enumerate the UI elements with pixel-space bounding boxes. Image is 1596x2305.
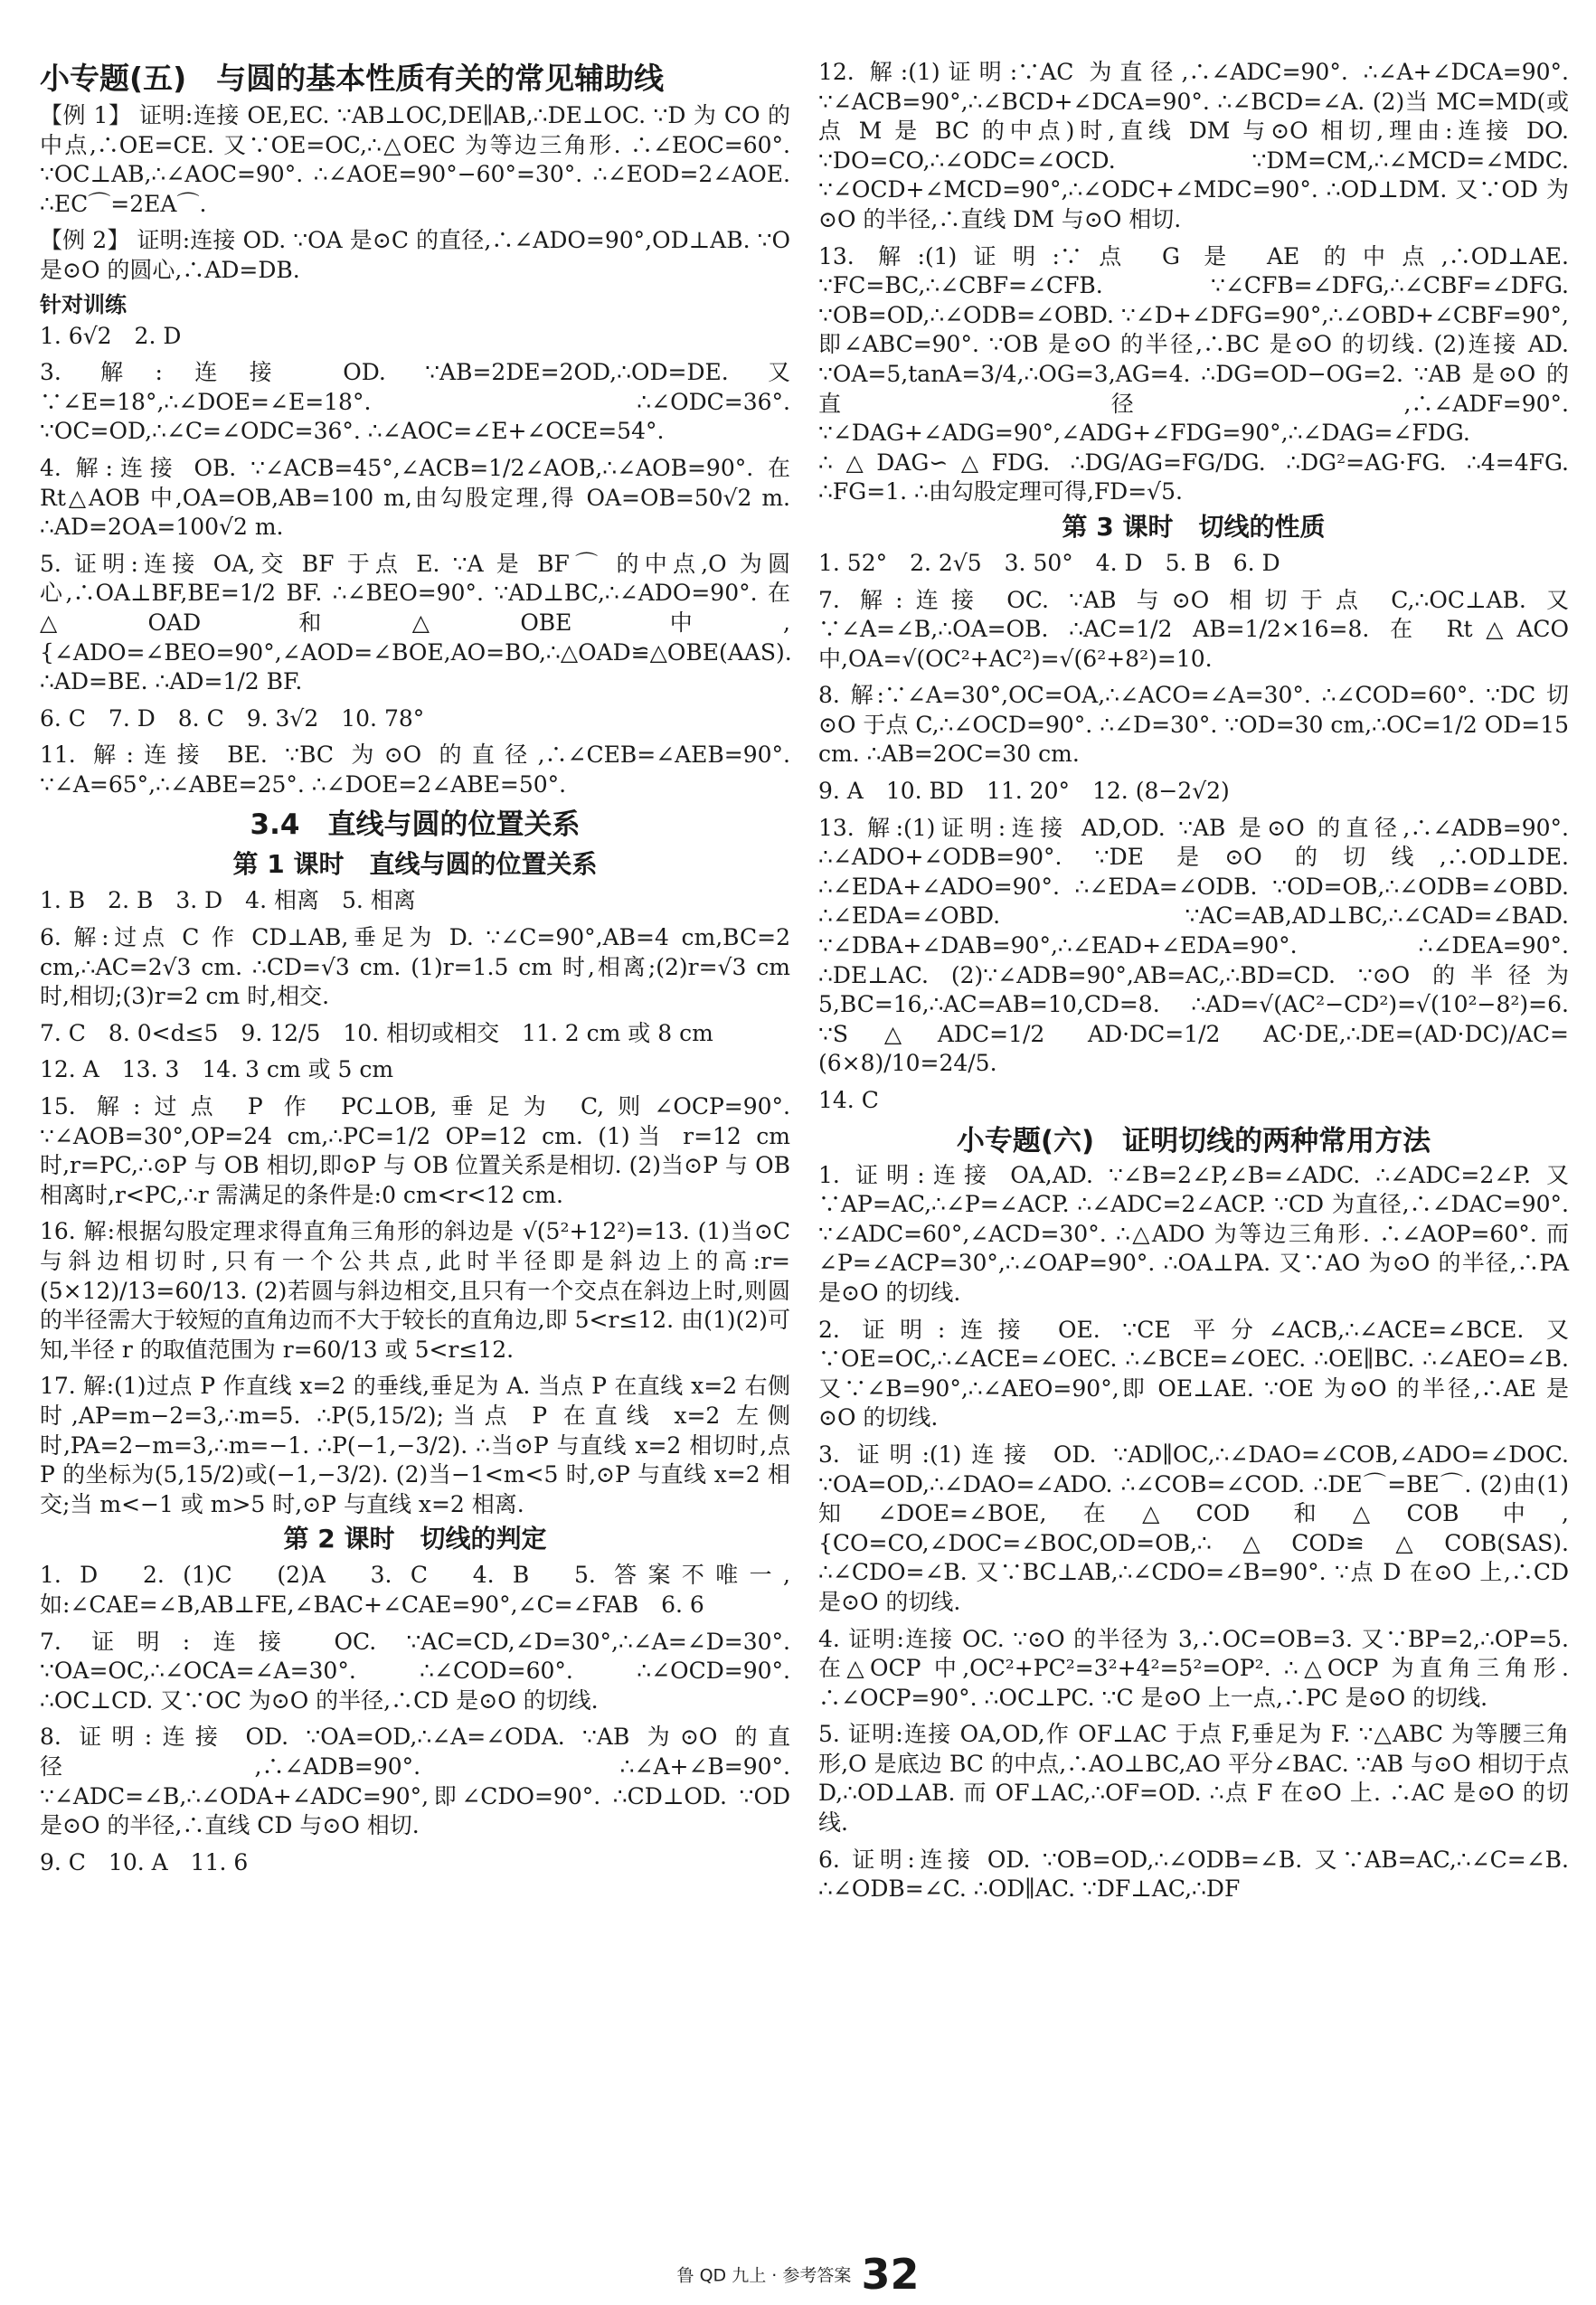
answer-paragraph: 1. 证明:连接 OA,AD. ∵∠B=2∠P,∠B=∠ADC. ∴∠ADC=2∠P. 又∵AP=AC,∴∠P=∠ACP. ∴∠ADC=2∠ACP. ∵CD 为直径,∴∠DAC=90°. ∵∠ADC=60°,∠ACD=30°. ∴△ADO 为等边三角形. ∴∠AOP=60°. 而∠P=∠ACP=30°,∴∠OAP=90°. ∴OA⊥PA. 又∵AO 为⊙O 的半径,∴PA 是⊙O 的切线. [818, 1161, 1569, 1306]
answer-paragraph: 11. 解:连接 BE. ∵BC 为⊙O 的直径,∴∠CEB=∠AEB=90°. ∵∠A=65°,∴∠ABE=25°. ∴∠DOE=2∠ABE=50°. [40, 742, 790, 798]
answer-paragraph: 6. C 7. D 8. C 9. 3√2 10. 78° [40, 704, 425, 732]
answer-paragraph: 2. 证明:连接 OE. ∵CE 平分∠ACB,∴∠ACE=∠BCE. 又∵OE=OC,∴∠ACE=∠OEC. ∴∠BCE=∠OEC. ∴OE∥BC. ∴∠AEO=∠B. 又∵∠B=90°,∴∠AEO=90°,即 OE⊥AE. ∵OE 为⊙O 的半径,∴AE 是⊙O 的切线. [818, 1316, 1569, 1431]
answer-paragraph: 4. 解:连接 OB. ∵∠ACB=45°,∠ACB=1/2∠AOB,∴∠AOB=90°. 在 Rt△AOB 中,OA=OB,AB=100 m,由勾股定理,得 OA=OB=50√2 m. ∴AD=2OA=100√2 m. [40, 454, 790, 541]
answer-paragraph: 1. B 2. B 3. D 4. 相离 5. 相离 [40, 887, 416, 914]
answer-paragraph: 13. 解:(1)证明:∵点 G 是 AE 的中点,∴OD⊥AE. ∵FC=BC,∴∠CBF=∠CFB. ∵∠CFB=∠DFG,∴∠CBF=∠DFG. ∵OB=OD,∴∠ODB=∠OBD. ∵∠D+∠DFG=90°,∴∠OBD+∠CBF=90°,即∠ABC=90°. ∵OB 是⊙O 的半径,∴BC 是⊙O 的切线. (2)连接 AD. ∵OA=5,tanA=3/4,∴OG=3,AG=4. ∴DG=OD−OG=2. ∵AB 是⊙O 的直径,∴∠ADF=90°. ∵∠DAG+∠ADG=90°,∠ADG+∠FDG=90°,∴∠DAG=∠FDG. ∴△DAG∽△FDG. ∴DG/AG=FG/DG. ∴DG²=AG·FG. ∴4=4FG. ∴FG=1. ∴由勾股定理可得,FD=√5. [818, 242, 1569, 505]
lesson-heading: 第 3 课时 切线的性质 [1062, 511, 1326, 542]
answer-paragraph: 【例 1】 证明:连接 OE,EC. ∵AB⊥OC,DE∥AB,∴DE⊥OC. ∵D 为 CO 的中点,∴OE=CE. 又∵OE=OC,∴△OEC 为等边三角形. ∴∠EOC=60°. ∵OC⊥AB,∴∠AOC=90°. ∴∠AOE=90°−60°=30°. ∴∠EOD=2∠AOE. ∴EC⌒=2EA⌒. [40, 102, 790, 217]
answer-paragraph: 1. 52° 2. 2√5 3. 50° 4. D 5. B 6. D [818, 549, 1280, 576]
answer-paragraph: 4. 证明:连接 OC. ∵⊙O 的半径为 3,∴OC=OB=3. 又∵BP=2,∴OP=5. 在△OCP 中,OC²+PC²=3²+4²=5²=OP². ∴△OCP 为直角三角形. ∴∠OCP=90°. ∴OC⊥PC. ∵C 是⊙O 上一点,∴PC 是⊙O 的切线. [818, 1625, 1569, 1711]
answer-paragraph: 1. 6√2 2. D [40, 322, 182, 349]
answer-paragraph: 16. 解:根据勾股定理求得直角三角形的斜边是 √(5²+12²)=13. (1)当⊙C 与斜边相切时,只有一个公共点,此时半径即是斜边上的高:r=(5×12)/13=60/13. (2)若圆与斜边相交,且只有一个交点在斜边上时,则圆的半径需大于较短的直角边而不大于较长的直角边,即 5<r≤12. 由(1)(2)可知,半径 r 的取值范围为 r=60/13 或 5<r≤12. [40, 1218, 790, 1363]
answer-paragraph: 8. 解:∵∠A=30°,OC=OA,∴∠ACO=∠A=30°. ∴∠COD=60°. ∵DC 切⊙O 于点 C,∴∠OCD=90°. ∴∠D=30°. ∵OD=30 cm,∴OC=1/2 OD=15 cm. ∴AB=2OC=30 cm. [818, 682, 1570, 768]
page-footer [0, 2250, 1596, 2299]
answer-paragraph: 5. 证明:连接 OA,OD,作 OF⊥AC 于点 F,垂足为 F. ∵△ABC 为等腰三角形,O 是底边 BC 的中点,∴AO⊥BC,AO 平分∠BAC. ∵AB 与⊙O 相切于点 D,∴OD⊥AB. 而 OF⊥AC,∴OF=OD. ∴点 F 在⊙O 上. ∴AC 是⊙O 的切线. [818, 1721, 1569, 1837]
answer-paragraph: 【例 2】 证明:连接 OD. ∵OA 是⊙C 的直径,∴∠ADO=90°,OD⊥AB. ∵O 是⊙O 的圆心,∴AD=DB. [40, 227, 790, 283]
footer-label: 鲁 QD 九上 · 参考答案 [676, 2265, 852, 2286]
answer-paragraph: 9. A 10. BD 11. 20° 12. (8−2√2) [818, 778, 1230, 805]
page-number: 32 [861, 2250, 920, 2299]
answer-paragraph: 8. 证明:连接 OD. ∵OA=OD,∴∠A=∠ODA. ∵AB 为⊙O 的直径,∴∠ADB=90°. ∴∠A+∠B=90°. ∵∠ADC=∠B,∴∠ODA+∠ADC=90°,即∠CDO=90°. ∴CD⊥OD. ∵OD 是⊙O 的半径,∴直线 CD 与⊙O 相切. [40, 1724, 790, 1839]
subheading: 针对训练 [40, 291, 127, 317]
answer-paragraph: 6. 证明:连接 OD. ∵OB=OD,∴∠ODB=∠B. 又∵AB=AC,∴∠C=∠B. ∴∠ODB=∠C. ∴OD∥AC. ∵DF⊥AC,∴DF [818, 1846, 1569, 1903]
section-title: 小专题(五) 与圆的基本性质有关的常见辅助线 [40, 61, 665, 96]
answer-paragraph: 3. 证明:(1)连接 OD. ∵AD∥OC,∴∠DAO=∠COB,∠ADO=∠DOC. ∵OA=OD,∴∠DAO=∠ADO. ∴∠COB=∠COD. ∴DE⌒=BE⌒. (2)由(1)知∠DOE=∠BOE,在△COD 和△COB 中,{CO=CO,∠DOC=∠BOC,OD=OB,∴△COD≌△COB(SAS). ∴∠CDO=∠B. 又∵BC⊥AB,∴∠CDO=∠B=90°. ∵点 D 在⊙O 上,∴CD 是⊙O 的切线. [818, 1441, 1569, 1615]
answer-paragraph: 13. 解:(1)证明:连接 AD,OD. ∵AB 是⊙O 的直径,∴∠ADB=90°. ∴∠ADO+∠ODB=90°. ∵DE 是⊙O 的切线,∴OD⊥DE. ∴∠EDA+∠ADO=90°. ∴∠EDA=∠ODB. ∵OD=OB,∴∠ODB=∠OBD. ∴∠EDA=∠OBD. ∵AC=AB,AD⊥BC,∴∠CAD=∠BAD. ∵∠DBA+∠DAB=90°,∴∠EAD+∠EDA=90°. ∴∠DEA=90°. ∴DE⊥AC. (2)∵∠ADB=90°,AB=AC,∴BD=CD. ∵⊙O 的半径为 5,BC=16,∴AC=AB=10,CD=8. ∴AD=√(AC²−CD²)=√(10²−8²)=6. ∵S△ADC=1/2 AD·DC=1/2 AC·DE,∴DE=(AD·DC)/AC=(6×8)/10=24/5. [818, 814, 1569, 1077]
lesson-heading: 第 1 课时 直线与圆的位置关系 [232, 849, 598, 880]
answer-paragraph: 9. C 10. A 11. 6 [40, 1848, 249, 1875]
answer-paragraph: 15. 解:过点 P 作 PC⊥OB,垂足为 C,则∠OCP=90°. ∵∠AOB=30°,OP=24 cm,∴PC=1/2 OP=12 cm. (1)当 r=12 cm 时,r=PC,∴⊙P 与 OB 相切,即⊙P 与 OB 位置关系是相切. (2)当⊙P 与 OB 相离时,r<PC,∴r 需满足的条件是:0 cm<r<12 cm. [40, 1093, 790, 1208]
answer-paragraph: 3. 解:连接 OD. ∵AB=2DE=2OD,∴OD=DE. 又∵∠E=18°,∴∠DOE=∠E=18°. ∴∠ODC=36°. ∵OC=OD,∴∠C=∠ODC=36°. ∴∠AOC=∠E+∠OCE=54°. [40, 359, 790, 445]
answer-paragraph: 6. 解:过点 C 作 CD⊥AB,垂足为 D. ∵∠C=90°,AB=4 cm,BC=2 cm,∴AC=2√3 cm. ∴CD=√3 cm. (1)r=1.5 cm 时,相离;(2)r=√3 cm 时,相切;(3)r=2 cm 时,相交. [40, 924, 790, 1010]
left-column [40, 58, 790, 1877]
answer-paragraph: 17. 解:(1)过点 P 作直线 x=2 的垂线,垂足为 A. 当点 P 在直线 x=2 右侧时,AP=m−2=3,∴m=5. ∴P(5,15/2);当点 P 在直线 x=2 左侧时,PA=2−m=3,∴m=−1. ∴P(−1,−3/2). ∴当⊙P 与直线 x=2 相切时,点 P 的坐标为(5,15/2)或(−1,−3/2). (2)当−1<m<5 时,⊙P 与直线 x=2 相交;当 m<−1 或 m>5 时,⊙P 与直线 x=2 相离. [40, 1373, 790, 1517]
answer-paragraph: 14. C [818, 1087, 879, 1113]
section-heading: 小专题(六) 证明切线的两种常用方法 [956, 1124, 1431, 1157]
section-heading: 3.4 直线与圆的位置关系 [250, 808, 581, 842]
right-column [818, 58, 1569, 1904]
answer-paragraph: 7. 证明:连接 OC. ∵AC=CD,∠D=30°,∴∠A=∠D=30°. ∵OA=OC,∴∠OCA=∠A=30°. ∴∠COD=60°. ∴∠OCD=90°. ∴OC⊥CD. 又∵OC 为⊙O 的半径,∴CD 是⊙O 的切线. [40, 1628, 790, 1714]
answer-paragraph: 12. 解:(1)证明:∵AC 为直径,∴∠ADC=90°. ∴∠A+∠DCA=90°. ∵∠ACB=90°,∴∠BCD+∠DCA=90°. ∴∠BCD=∠A. (2)当 MC=MD(或点 M 是 BC 的中点)时,直线 DM 与⊙O 相切,理由:连接 DO. ∵DO=CO,∴∠ODC=∠OCD. ∵DM=CM,∴∠MCD=∠MDC. ∵∠OCD+∠MCD=90°,∴∠ODC+∠MDC=90°. ∴OD⊥DM. 又∵OD 为⊙O 的半径,∴直线 DM 与⊙O 相切. [818, 59, 1569, 232]
answer-paragraph: 12. A 13. 3 14. 3 cm 或 5 cm [40, 1056, 394, 1083]
answer-paragraph: 7. 解:连接 OC. ∵AB 与⊙O 相切于点 C,∴OC⊥AB. 又∵∠A=∠B,∴OA=OB. ∴AC=1/2 AB=1/2×16=8. 在 Rt△ACO 中,OA=√(OC²+AC²)=√(6²+8²)=10. [818, 586, 1569, 672]
lesson-heading: 第 2 课时 切线的判定 [283, 1524, 547, 1554]
answer-paragraph: 1. D 2. (1)C (2)A 3. C 4. B 5. 答案不唯一,如:∠CAE=∠B,AB⊥FE,∠BAC+∠CAE=90°,∠C=∠FAB 6. 6 [40, 1562, 790, 1618]
answer-paragraph: 7. C 8. 0<d≤5 9. 12/5 10. 相切或相交 11. 2 cm 或 8 cm [40, 1019, 713, 1046]
answer-paragraph: 5. 证明:连接 OA,交 BF 于点 E. ∵A 是 BF⌒ 的中点,O 为圆心,∴OA⊥BF,BE=1/2 BF. ∴∠BEO=90°. ∵AD⊥BC,∴∠ADO=90°. 在△OAD 和△OBE 中,{∠ADO=∠BEO=90°,∠AOD=∠BOE,AO=BO,∴△OAD≌△OBE(AAS). ∴AD=BE. ∴AD=1/2 BF. [40, 550, 792, 695]
